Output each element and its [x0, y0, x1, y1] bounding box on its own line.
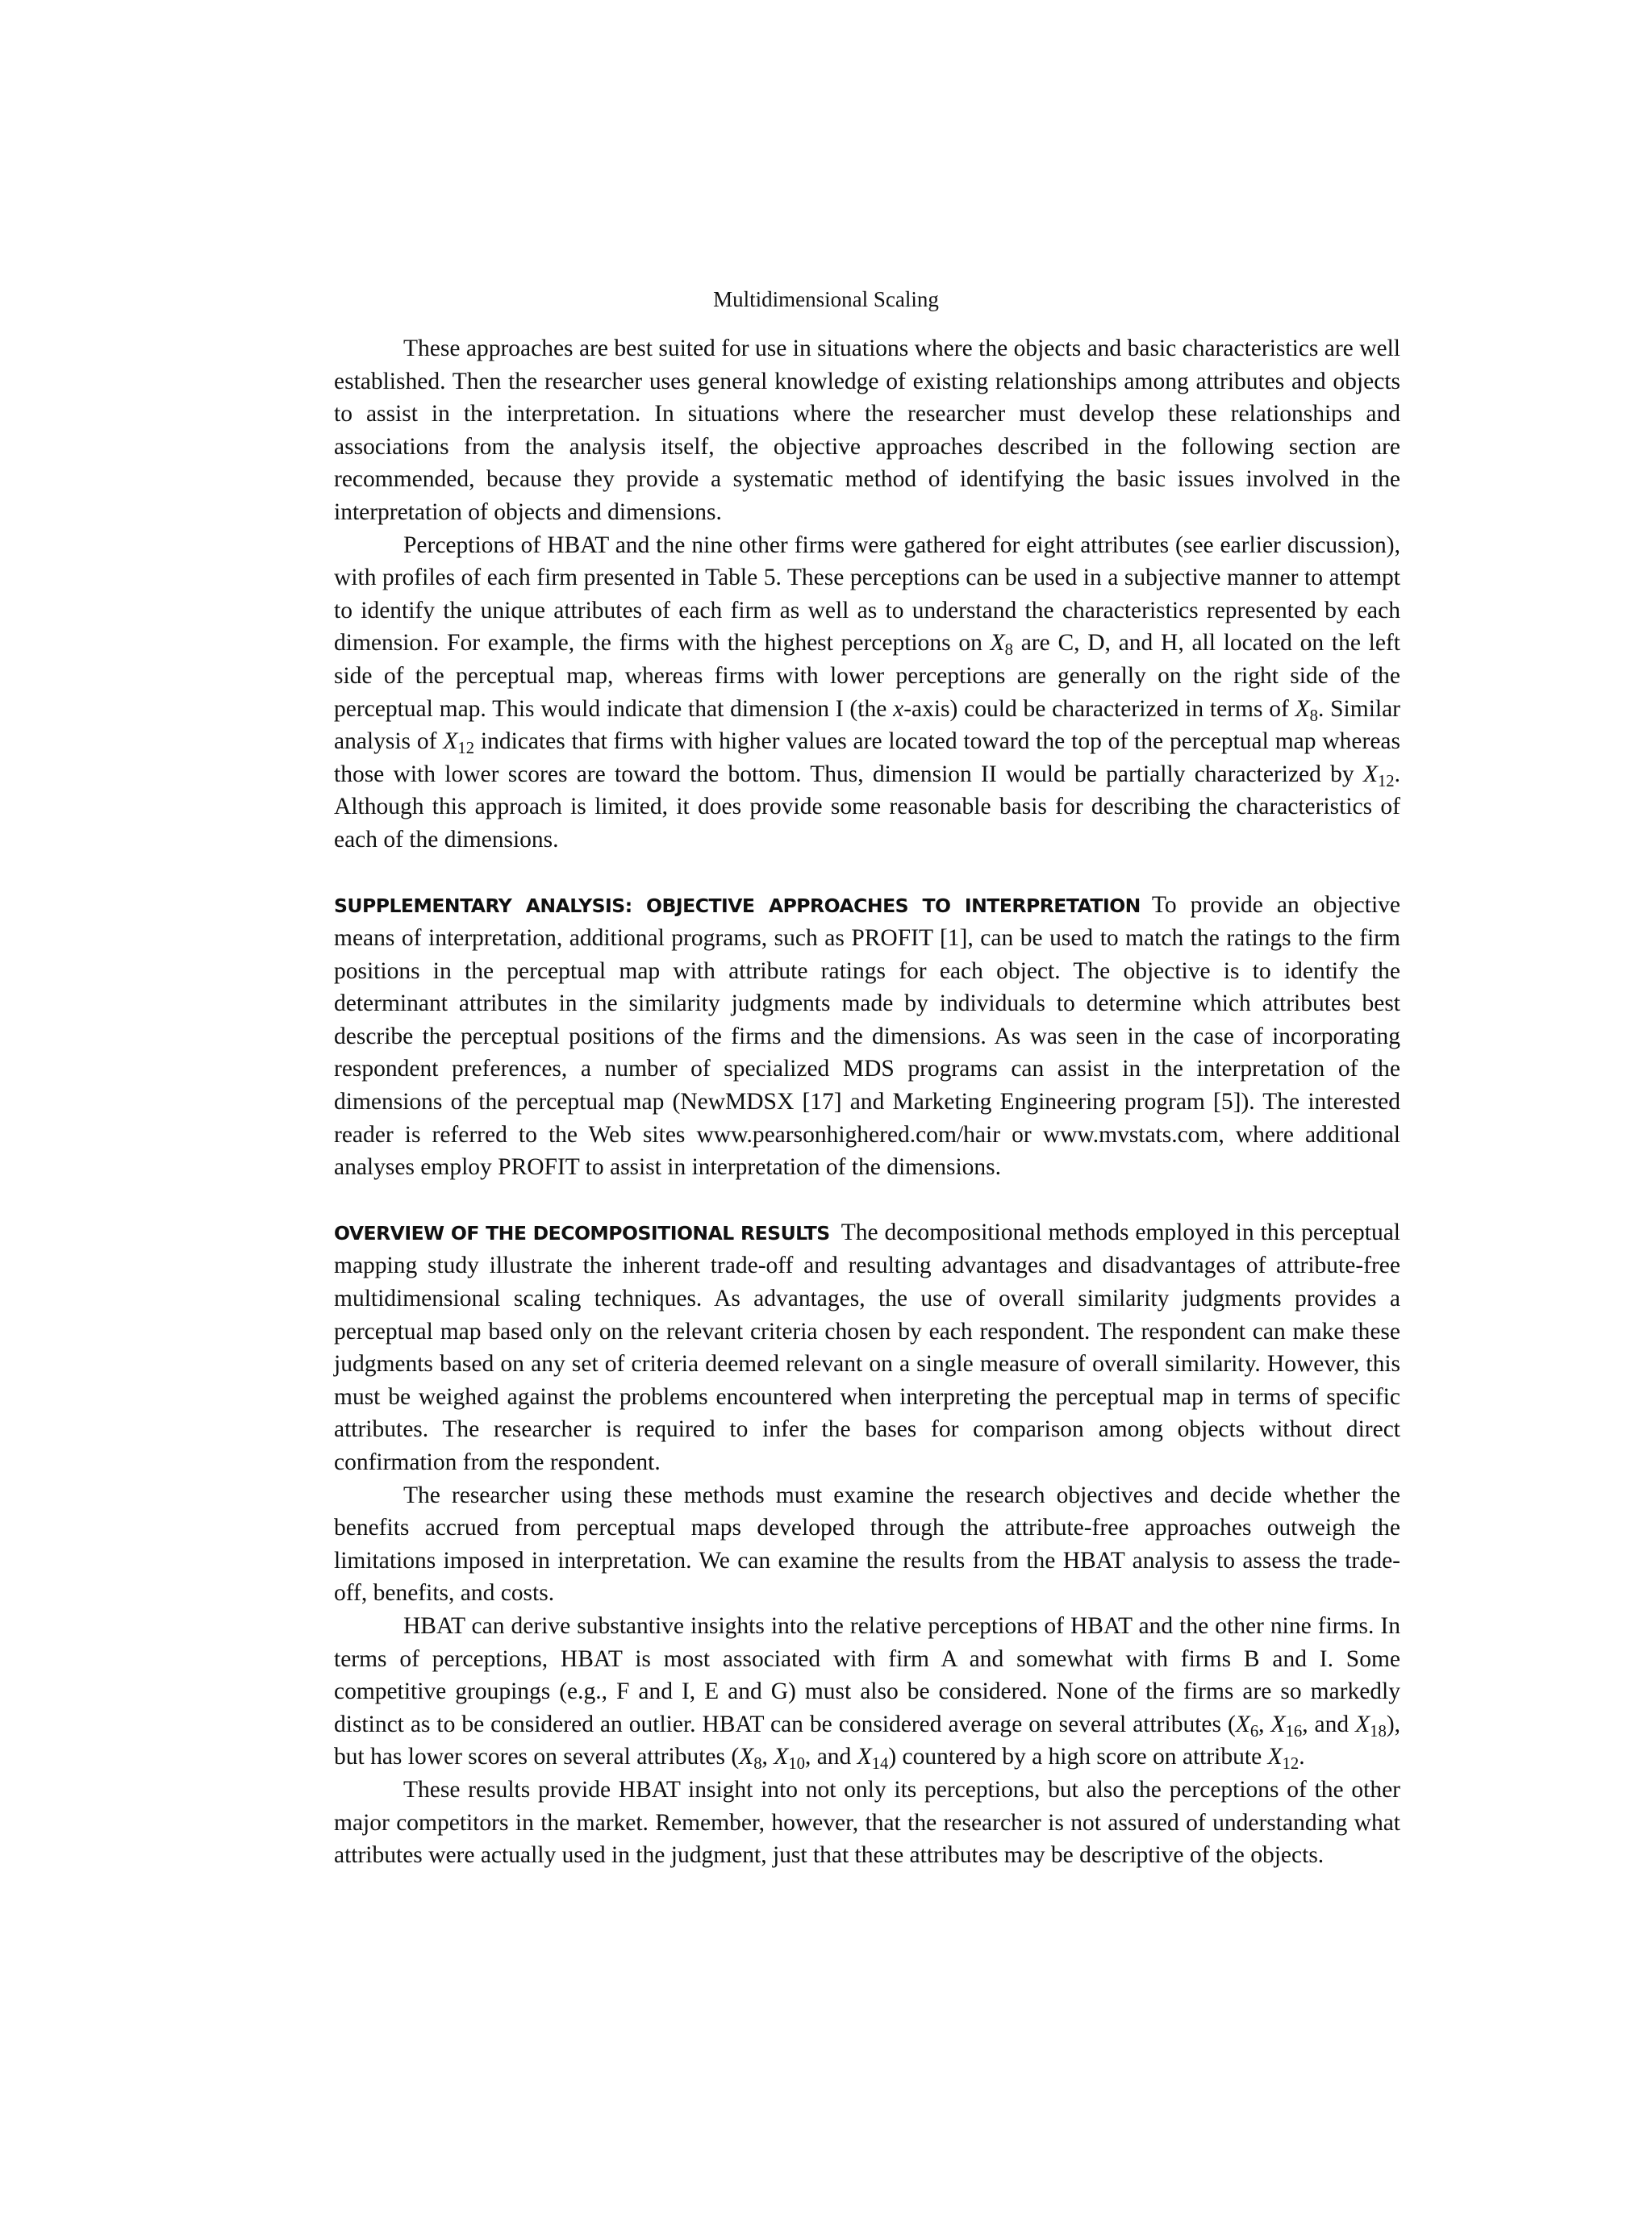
text-run: , and — [804, 1744, 857, 1770]
text-run: are C, D, and H, all located on the left side of the perceptual map, whereas firms with lower perceptions are generally on the right side of the perceptual map. This would indicate that dimension I (the — [334, 630, 1400, 722]
text-run: , — [1258, 1711, 1271, 1737]
variable-subscript: 12 — [457, 740, 475, 758]
section-heading-overview: OVERVIEW OF THE DECOMPOSITIONAL RESULTS — [334, 1221, 830, 1245]
section-gap — [334, 857, 1400, 889]
variable-x18 — [1355, 1711, 1387, 1741]
variable-x8 — [739, 1744, 762, 1774]
variable-subscript: 18 — [1370, 1722, 1387, 1741]
paragraph-results-insight: These results provide HBAT insight into not only its perceptions, but also the perceptions of the other major competitors in the market. Remember, however, that the researcher is not assured of understanding what attributes were actually used in the judgment, just that these attributes may be descriptive of the objects. — [334, 1776, 1400, 1869]
text-run: . Although this approach is limited, it does provide some reasonable basis for describing the characteristics of each of the dimensions. — [334, 761, 1400, 853]
paragraph-hbat-insights — [334, 1610, 1400, 1774]
text-run: -axis) could be characterized in terms of — [903, 695, 1295, 722]
section-heading-supplementary: SUPPLEMENTARY ANALYSIS: OBJECTIVE APPROACHES TO INTERPRETATION — [334, 894, 1141, 917]
variable-x12 — [1267, 1744, 1299, 1774]
text-run: ) countered by a high score on attribute — [888, 1744, 1268, 1770]
variable-letter: X — [774, 1744, 789, 1770]
variable-x8 — [990, 630, 1013, 660]
text-run: To provide an objective means of interpretation, additional programs, such as PROFIT [1], can be used to match the ratings to the firm positions in the perceptual map with attribute ratings for each object. The objective is to identify the determinant attributes in the similarity judgments made by individuals to determine which attributes best describe the perceptual positions of the firms and the dimensions. As was seen in the case of incorporating respondent preferences, a number of specialized MDS programs can assist in the interpretation of the dimensions of the perceptual map (NewMDSX [17] and Marketing Engineering program [5]). The interested reader is referred to the Web sites www.pearsonhighered.com/hair or www.mvstats.com, where additional analyses employ PROFIT to assist in interpretation of the dimensions. — [334, 891, 1400, 1181]
text-run: indicates that firms with higher values are located toward the top of the perceptual map whereas those with lower scores are toward the bottom. Thus, dimension II would be partially characterized by — [334, 728, 1400, 787]
variable-x8 — [1295, 695, 1318, 725]
text-run: Perceptions of HBAT and the nine other firms were gathered for eight attributes (see earlier discussion), with profiles of each firm presented in Table 5. These perceptions can be used in a subjective manner to attempt to identify the unique attributes of each firm as well as to understand the characteristics represented by each dimension. For example, the firms with the highest perceptions on — [334, 532, 1400, 657]
variable-letter: X — [990, 630, 1005, 657]
text-run: ), but has lower scores on several attributes ( — [334, 1711, 1401, 1770]
variable-subscript: 16 — [1285, 1722, 1303, 1741]
text-run: . Similar analysis of — [334, 695, 1401, 755]
paragraph-supplementary-analysis — [334, 889, 1400, 1184]
variable-letter: X — [857, 1744, 872, 1770]
variable-letter: X — [1235, 1711, 1250, 1737]
variable-x-axis: x — [893, 695, 904, 722]
variable-subscript: 14 — [871, 1755, 889, 1774]
variable-letter: X — [1362, 761, 1378, 787]
variable-letter: X — [443, 728, 458, 755]
text-run: . — [1299, 1744, 1305, 1770]
text-run: , and — [1302, 1711, 1356, 1737]
text-run: , — [761, 1744, 774, 1770]
variable-letter: X — [1355, 1711, 1370, 1737]
variable-x10 — [774, 1744, 805, 1774]
variable-letter: X — [1267, 1744, 1283, 1770]
section-gap — [334, 1184, 1400, 1216]
text-run: HBAT can derive substantive insights into the relative perceptions of HBAT and the other nine firms. In terms of perceptions, HBAT is most associated with firm A and somewhat with firms B and I. Some competitive groupings (e.g., F and I, E and G) must also be considered. None of the firms are so markedly distinct as to be considered an outlier. HBAT can be considered average on several attributes ( — [334, 1612, 1400, 1737]
paragraph-perceptions-hbat — [334, 529, 1400, 857]
text-run: The decompositional methods employed in this perceptual mapping study illustrate the inherent trade-off and resulting advantages and disadvantages of attribute-free multidimensional scaling techniques. As advantages, the use of overall similarity judgments provides a perceptual map based only on the relevant criteria chosen by each respondent. The respondent can make these judgments based on any set of criteria deemed relevant on a single measure of overall similarity. However, this must be weighed against the problems encountered when interpreting the perceptual map in terms of specific attributes. The researcher is required to infer the bases for comparison among objects without direct confirmation from the respondent. — [334, 1219, 1400, 1475]
variable-subscript: 12 — [1377, 772, 1395, 790]
running-head: Multidimensional Scaling — [713, 287, 939, 311]
variable-letter: X — [1295, 695, 1310, 722]
variable-x12 — [1362, 761, 1395, 790]
body-text — [334, 332, 1400, 1872]
variable-letter: X — [739, 1744, 754, 1770]
variable-x16 — [1270, 1711, 1303, 1741]
paragraph-approaches: These approaches are best suited for use in situations where the objects and basic characteristics are well established. Then the researcher uses general knowledge of existing relationships among attributes and objects to assist in the interpretation. In situations where the researcher must develop these relationships and associations from the analysis itself, the objective approaches described in the following section are recommended, because they provide a systematic method of identifying the basic issues involved in the interpretation of objects and dimensions. — [334, 336, 1400, 525]
variable-x6 — [1235, 1711, 1259, 1741]
variable-subscript: 8 — [1309, 707, 1318, 725]
variable-x14 — [857, 1744, 889, 1774]
variable-subscript: 8 — [753, 1755, 762, 1774]
variable-letter: X — [1270, 1711, 1286, 1737]
variable-subscript: 12 — [1282, 1755, 1299, 1774]
paragraph-overview-decompositional — [334, 1216, 1400, 1479]
variable-subscript: 6 — [1249, 1722, 1259, 1741]
variable-subscript: 10 — [788, 1755, 805, 1774]
variable-subscript: 8 — [1004, 641, 1013, 660]
paragraph-researcher-methods: The researcher using these methods must examine the research objectives and decide whether the benefits accrued from perceptual maps developed through the attribute-free approaches outweigh the limitations imposed in interpretation. We can examine the results from the HBAT analysis to assess the trade-off, benefits, and costs. — [334, 1482, 1400, 1607]
variable-x12 — [443, 728, 475, 758]
